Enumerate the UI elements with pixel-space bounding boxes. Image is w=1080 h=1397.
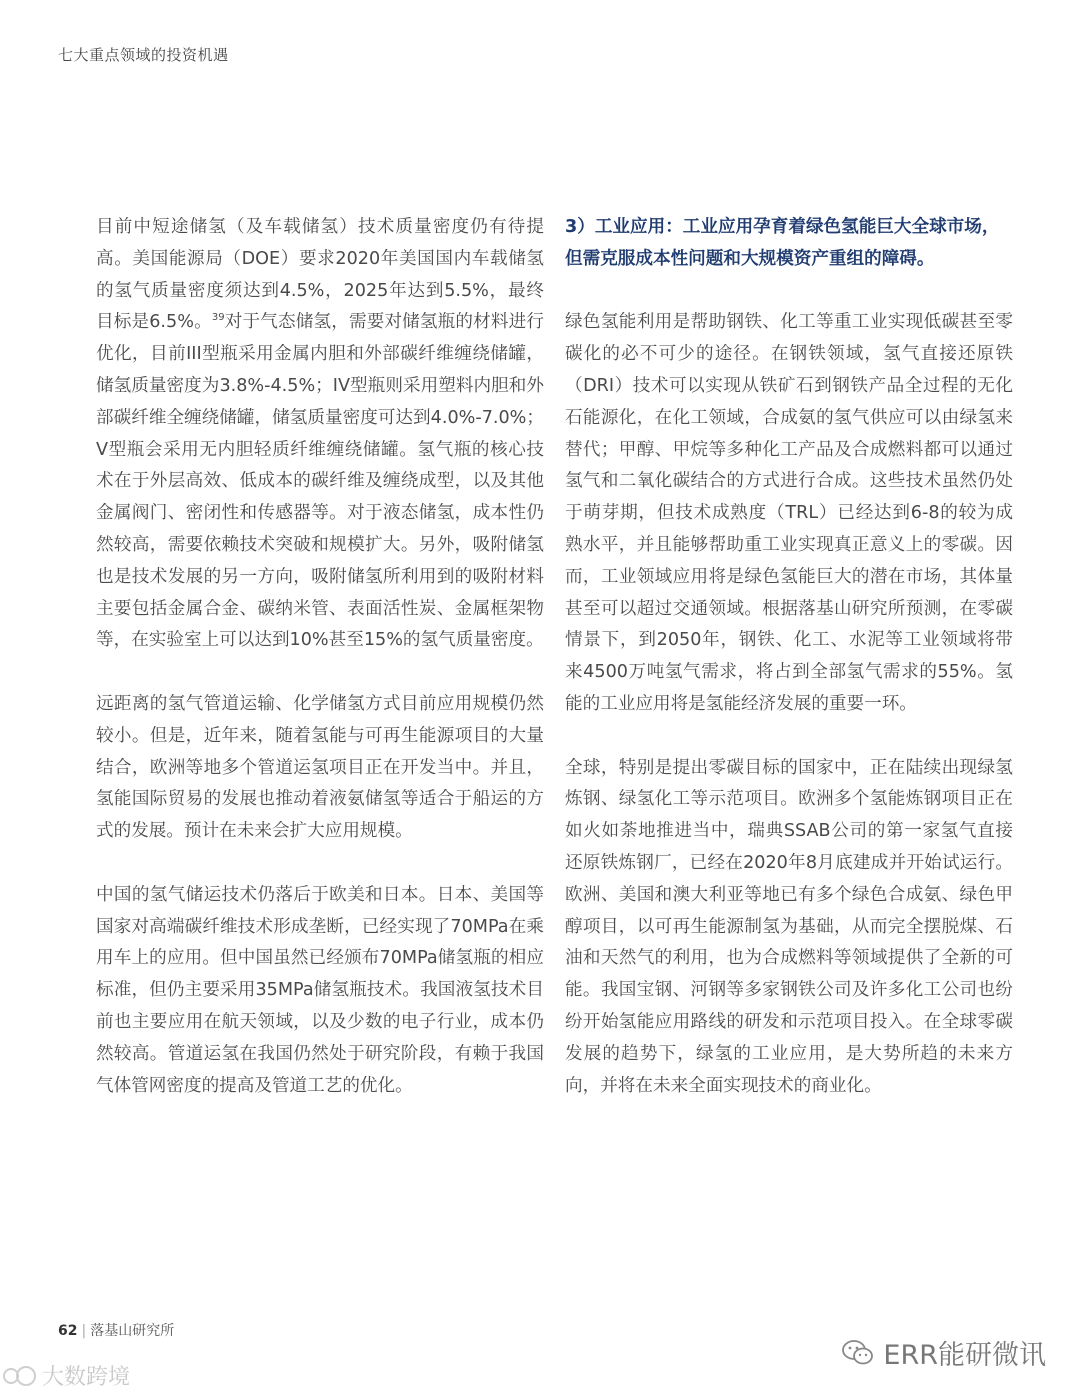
paragraph-text: 目前中短途储氢（及车载储氢）技术质量密度仍有待提高。美国能源局（DOE）要求2020年美国国内车载储氢的氢气质量密度须达到4.5%，2025年达到5.5%，最终目标是6.5%。 [96, 217, 544, 333]
paragraph-pipeline-transport: 远距离的氢气管道运输、化学储氢方式目前应用规模仍然较小。但是，近年来，随着氢能与可再生能源项目的大量结合，欧洲等地多个管道运氢项目正在开发当中。并且，氢能国际贸易的发展也推动着液氨储氢等适合于船运的方式的发展。预计在未来会扩大应用规模。 [96, 693, 544, 842]
paragraph-china-storage: 中国的氢气储运技术仍落后于欧美和日本。日本、美国等国家对高端碳纤维技术形成垄断，已经实现了70MPa在乘用车上的应用。但中国虽然已经颁布70MPa储氢瓶的相应标准，但仍主要采用35MPa储氢瓶技术。我国液氢技术目前也主要应用在航天领域，以及少数的电子行业，成本仍然较高。管道运氢在我国仍然处于研究阶段，有赖于我国气体管网密度的提高及管道工艺的优化。 [96, 884, 544, 1096]
paragraph-text: 对于气态储氢，需要对储氢瓶的材料进行优化，目前III型瓶采用金属内胆和外部碳纤维缠绕储罐，储氢质量密度为3.8%-4.5%；IV型瓶则采用塑料内胆和外部碳纤维全缠绕储罐，储氢质量密度可达到4.0%-7.0%；V型瓶会采用无内胆轻质纤维缠绕储罐。氢气瓶的核心技术在于外层高效、低成本的碳纤维及缠绕成型，以及其他金属阀门、密闭性和传感器等。对于液态储氢，成本性仍然较高，需要依赖技术突破和规模扩大。另外，吸附储氢也是技术发展的另一方向，吸附储氢所利用到的吸附材料主要包括金属合金、碳纳米管、表面活性炭、金属框架物等，在实验室上可以达到10%甚至15%的氢气质量密度。 [96, 312, 544, 651]
page-footer [58, 1320, 174, 1340]
watermark-text: ERR能研微讯 [883, 1340, 1046, 1371]
brand-logo-icon [2, 1363, 38, 1389]
footer-org: 落基山研究所 [90, 1323, 175, 1339]
footer-separator: | [81, 1323, 87, 1339]
left-column [96, 212, 544, 1134]
watermark-logo [2, 1360, 130, 1391]
paragraph-storage-density [96, 212, 544, 657]
section-heading-industrial: 3）工业应用：工业应用孕育着绿色氢能巨大全球市场，但需克服成本性问题和大规模资产重组的障碍。 [565, 217, 1000, 269]
footnote-marker[interactable]: 39 [211, 312, 225, 324]
paragraph-industrial-use: 绿色氢能利用是帮助钢铁、化工等重工业实现低碳甚至零碳化的必不可少的途径。在钢铁领域，氢气直接还原铁（DRI）技术可以实现从铁矿石到钢铁产品全过程的无化石能源化，在化工领域，合成氨的氢气供应可以由绿氢来替代；甲醇、甲烷等多种化工产品及合成燃料都可以通过氢气和二氧化碳结合的方式进行合成。这些技术虽然仍处于萌芽期，但技术成熟度（TRL）已经达到6-8的较为成熟水平，并且能够帮助重工业实现真正意义上的零碳。因而，工业领域应用将是绿色氢能巨大的潜在市场，其体量甚至可以超过交通领域。根据落基山研究所预测，在零碳情景下，到2050年，钢铁、化工、水泥等工业领域将带来4500万吨氢气需求，将占到全部氢气需求的55%。氢能的工业应用将是氢能经济发展的重要一环。 [565, 312, 1013, 714]
running-header: 七大重点领域的投资机遇 [58, 46, 229, 64]
watermark-logo-text: 大数跨境 [42, 1365, 131, 1390]
watermark-wechat [841, 1333, 1046, 1372]
paragraph-global-projects: 全球，特别是提出零碳目标的国家中，正在陆续出现绿氢炼钢、绿氢化工等示范项目。欧洲多个氢能炼钢项目正在如火如荼地推进当中，瑞典SSAB公司的第一家氢气直接还原铁炼钢厂，已经在2020年8月底建成并开始试运行。欧洲、美国和澳大利亚等地已有多个绿色合成氨、绿色甲醇项目，以可再生能源制氢为基础，从而完全摆脱煤、石油和天然气的利用，也为合成燃料等领域提供了全新的可能。我国宝钢、河钢等多家钢铁公司及许多化工公司也纷纷开始氢能应用路线的研发和示范项目投入。在全球零碳发展的趋势下，绿氢的工业应用，是大势所趋的未来方向，并将在未来全面实现技术的商业化。 [565, 757, 1013, 1096]
page-number: 62 [58, 1323, 78, 1339]
right-column [565, 212, 1013, 1134]
wechat-icon [841, 1338, 875, 1368]
